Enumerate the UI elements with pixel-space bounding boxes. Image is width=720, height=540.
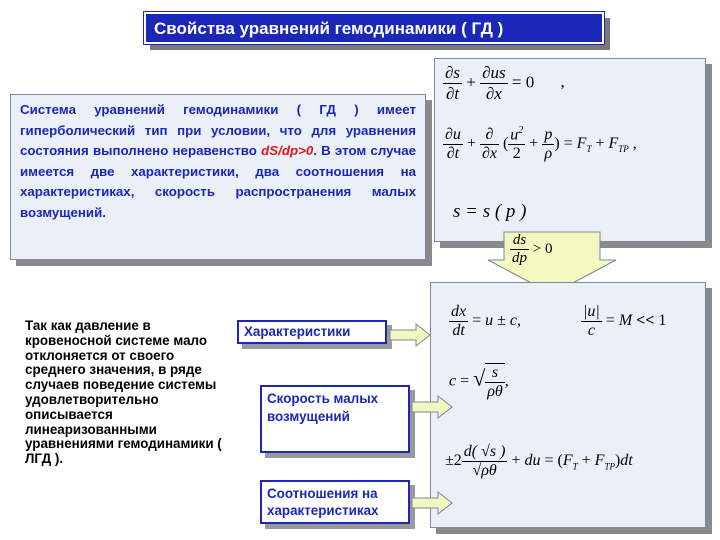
characteristics-panel <box>430 282 706 528</box>
eq2-comma: , <box>632 134 637 152</box>
linearized-note: Так как давление в кровеносной системе мало отклоняется от своего среднего значения, в ряде случаев поведение системы удовлетворительно описывается линеаризованными уравнениями гемодинамики ( ЛГД ). <box>25 318 222 467</box>
momentum-equation: $\frac{\partial u}{\partial t}$ + $\frac{\partial}{\partial x}$ ( $\frac{u^2}{2}$ + $\frac{p}{\rho}$ ) = $F_T + F_{TP}$ , <box>445 125 637 163</box>
mach-condition: $\frac{|u|}{c}$ = M << 1 <box>583 303 667 339</box>
description-text <box>20 100 416 224</box>
continuity-equation: $\frac{\partial s}{\partial t}$ + $\frac{\partial us}{\partial x}$ = 0 , <box>445 63 565 103</box>
arrow-right-icon <box>410 394 454 420</box>
description-part1: Система уравнений гемодинамики ( ГД ) имеет гиперболический тип при условии, что для уравнения состояния выполнено неравенство <box>20 102 416 159</box>
eq1-comma: , <box>560 72 565 92</box>
label-speed: Скорость малых возмущений <box>260 385 410 453</box>
condition-rhs: 0 <box>544 240 553 257</box>
eq1-zero: 0 <box>525 72 535 92</box>
description-highlight: dS/dp>0 <box>261 143 314 159</box>
state-equation: s = s ( p ) <box>453 201 527 222</box>
label-characteristics: Характеристики <box>237 320 387 344</box>
arrow-right-icon <box>388 322 432 348</box>
page-title: Свойства уравнений гемодинамики ( ГД ) <box>144 12 604 44</box>
hyperbolicity-condition: $\frac{ds}{dp}$ > 0 <box>512 232 553 266</box>
wave-speed-equation: c = √ $\frac{s}{\rho\theta}$ , <box>449 364 509 400</box>
description-part2: . В этом случае имеется две характеристики, два соотношения на характеристиках, скорость распространения малых возмущений. <box>20 143 416 220</box>
arrow-right-icon <box>410 490 454 516</box>
label-relations: Соотношения на характеристиках <box>260 480 410 524</box>
characteristic-relation: ±2 $\frac{d( √s )}{√\rho\theta}$ + du = $(F_T + F_{TP})dt$ <box>445 443 633 479</box>
characteristics-equation: $\frac{dx}{dt}$ = u ± c, <box>451 303 522 339</box>
equations-panel <box>434 58 706 242</box>
